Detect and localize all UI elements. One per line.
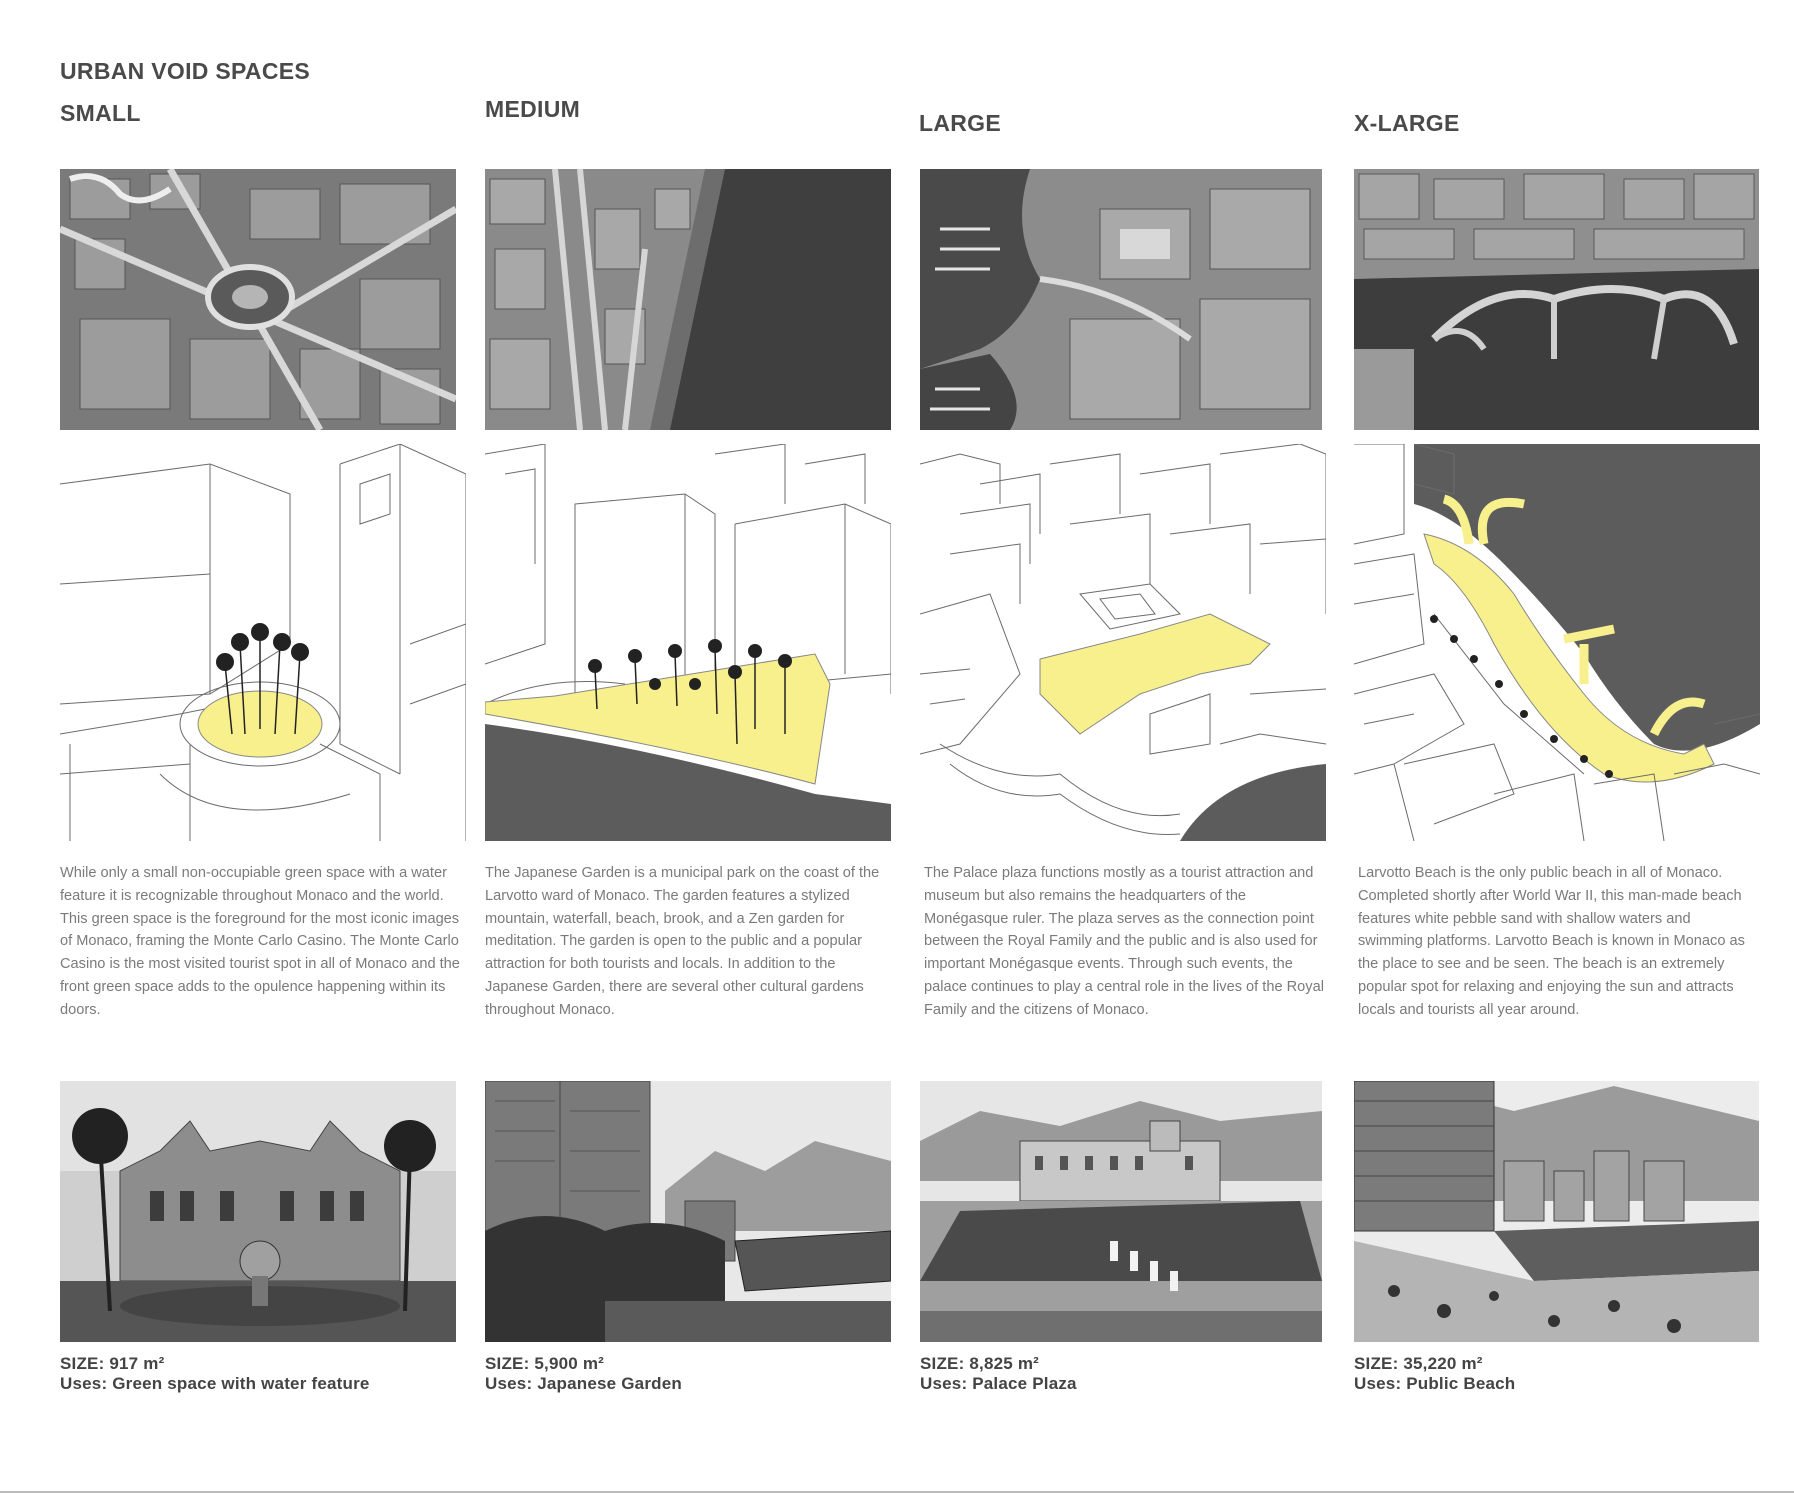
uses-label-large: Uses: Palace Plaza xyxy=(920,1374,1077,1393)
page-title: URBAN VOID SPACES xyxy=(60,58,311,84)
description-large: The Palace plaza functions mostly as a tourist attraction and museum but also remains the headquarters of the Monégasque ruler. The plaza serves as the connection point between the Royal Family and the public and is also used for important Monégasque events. Through such events, the palace continues to play a central role in the lives of the Royal Family and the citizens of Monaco. xyxy=(924,865,1324,1018)
axon-drawing-large xyxy=(920,444,1326,841)
size-label-xlarge: SIZE: 35,220 m² xyxy=(1354,1354,1483,1373)
description-medium: The Japanese Garden is a municipal park on the coast of the Larvotto ward of Monaco. The garden features a stylized mountain, waterfall, beach, brook, and a Zen garden for meditation. The garden is open to the public and a popular attraction for both tourists and locals. In addition to the Japanese Garden, there are several other cultural gardens throughout Monaco. xyxy=(485,865,880,1018)
street-photo-casino xyxy=(60,1081,456,1342)
column-heading-large: LARGE xyxy=(919,110,1001,136)
description-xlarge: Larvotto Beach is the only public beach in all of Monaco. Completed shortly after World War II, this man-made beach features white pebble sand with shallow waters and swimming platforms. Larvotto Beach is known in Monaco as the place to see and be seen. The beach is an extremely popular spot for relaxing and enjoying the sun and attracts locals and tourists all year around. xyxy=(1358,865,1745,1018)
column-heading-medium: MEDIUM xyxy=(485,96,581,122)
street-photo-japanese-garden xyxy=(485,1081,891,1342)
aerial-photo-medium xyxy=(485,169,891,430)
aerial-photo-large xyxy=(920,169,1322,430)
size-label-small: SIZE: 917 m² xyxy=(60,1354,165,1373)
axon-drawing-small xyxy=(60,444,466,841)
description-small: While only a small non-occupiable green space with a water feature it is recognizable throughout Monaco and the world. This green space is the foreground for the most iconic images of Monaco, framing the Monte Carlo Casino. The Monte Carlo Casino is the most visited tourist spot in all of Monaco and the front green space adds to the opulence happening within its doors. xyxy=(60,865,460,1018)
column-heading-small: SMALL xyxy=(60,100,141,126)
axon-drawing-xlarge xyxy=(1354,444,1760,841)
column-heading-xlarge: X-LARGE xyxy=(1354,110,1460,136)
aerial-photo-small xyxy=(60,169,456,430)
street-photo-palace-plaza xyxy=(920,1081,1322,1342)
bottom-divider xyxy=(0,1491,1794,1493)
size-label-medium: SIZE: 5,900 m² xyxy=(485,1354,605,1373)
street-photo-larvotto-beach xyxy=(1354,1081,1759,1342)
uses-label-small: Uses: Green space with water feature xyxy=(60,1374,370,1393)
size-label-large: SIZE: 8,825 m² xyxy=(920,1354,1040,1373)
axon-drawing-medium xyxy=(485,444,891,841)
uses-label-medium: Uses: Japanese Garden xyxy=(485,1374,682,1393)
aerial-photo-xlarge xyxy=(1354,169,1759,430)
uses-label-xlarge: Uses: Public Beach xyxy=(1354,1374,1516,1393)
